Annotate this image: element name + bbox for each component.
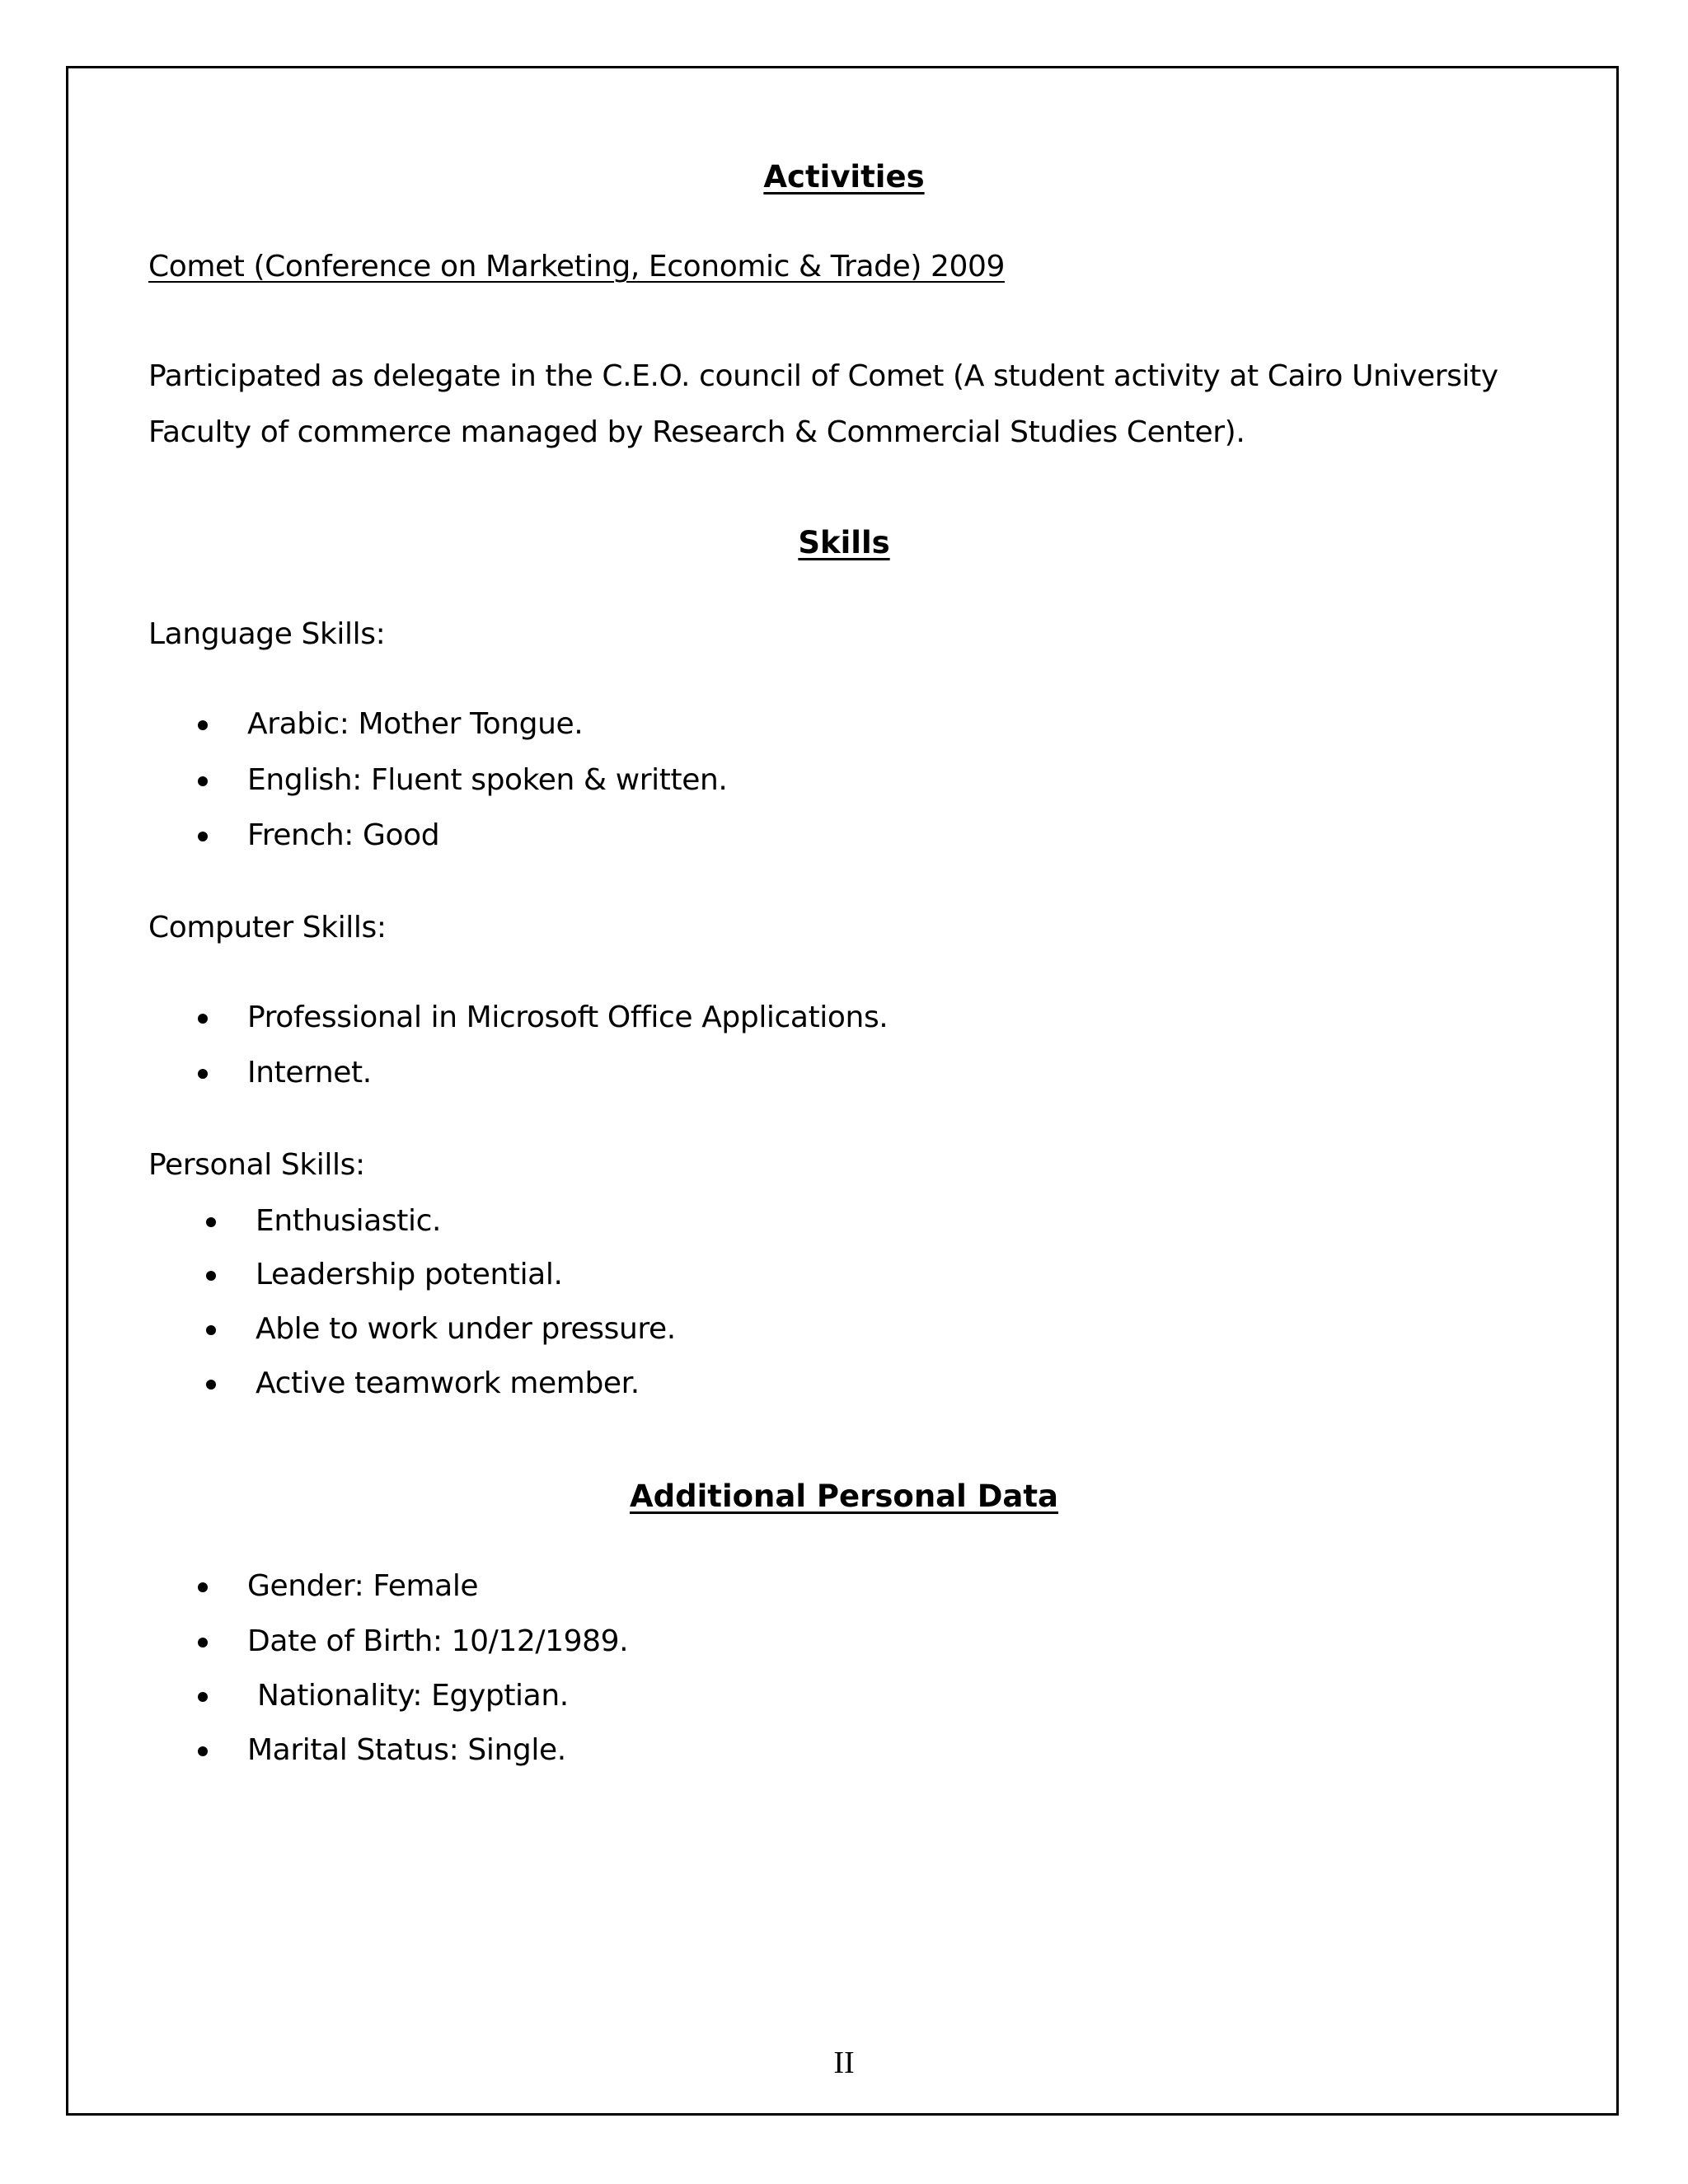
- additional-data-heading: Additional Personal Data: [629, 1479, 1059, 1514]
- additional-data-list: [198, 1568, 628, 1769]
- computer-skills-list: [198, 1000, 888, 1091]
- list-item: Able to work under pressure.: [206, 1311, 676, 1347]
- activity-event-title: Comet (Conference on Marketing, Economic & Trade) 2009: [148, 250, 1006, 284]
- personal-skills-label: Personal Skills:: [148, 1148, 365, 1182]
- computer-skills-label: Computer Skills:: [148, 911, 387, 944]
- list-item: Internet.: [198, 1055, 888, 1091]
- page-number: II: [833, 2046, 855, 2080]
- list-item: Arabic: Mother Tongue.: [198, 706, 727, 743]
- list-item: Leadership potential.: [206, 1257, 676, 1293]
- skills-heading: Skills: [798, 525, 890, 560]
- language-skills-list: [198, 706, 727, 854]
- language-skills-label: Language Skills:: [148, 617, 386, 651]
- list-item: Active teamwork member.: [206, 1366, 676, 1402]
- activity-description-line-2: Faculty of commerce managed by Research & Commercial Studies Center).: [148, 415, 1245, 449]
- activity-description-line-1: Participated as delegate in the C.E.O. council of Comet (A student activity at Cairo University: [148, 359, 1498, 393]
- list-item: Nationality: Egyptian.: [198, 1678, 628, 1714]
- list-item: Professional in Microsoft Office Applications.: [198, 1000, 888, 1036]
- list-item: Marital Status: Single.: [198, 1732, 628, 1769]
- list-item: Enthusiastic.: [206, 1203, 676, 1240]
- list-item: Gender: Female: [198, 1568, 628, 1605]
- personal-skills-list: [206, 1203, 676, 1402]
- list-item: English: Fluent spoken & written.: [198, 762, 727, 799]
- list-item: French: Good: [198, 818, 727, 854]
- activities-heading: Activities: [763, 159, 925, 194]
- list-item: Date of Birth: 10/12/1989.: [198, 1624, 628, 1660]
